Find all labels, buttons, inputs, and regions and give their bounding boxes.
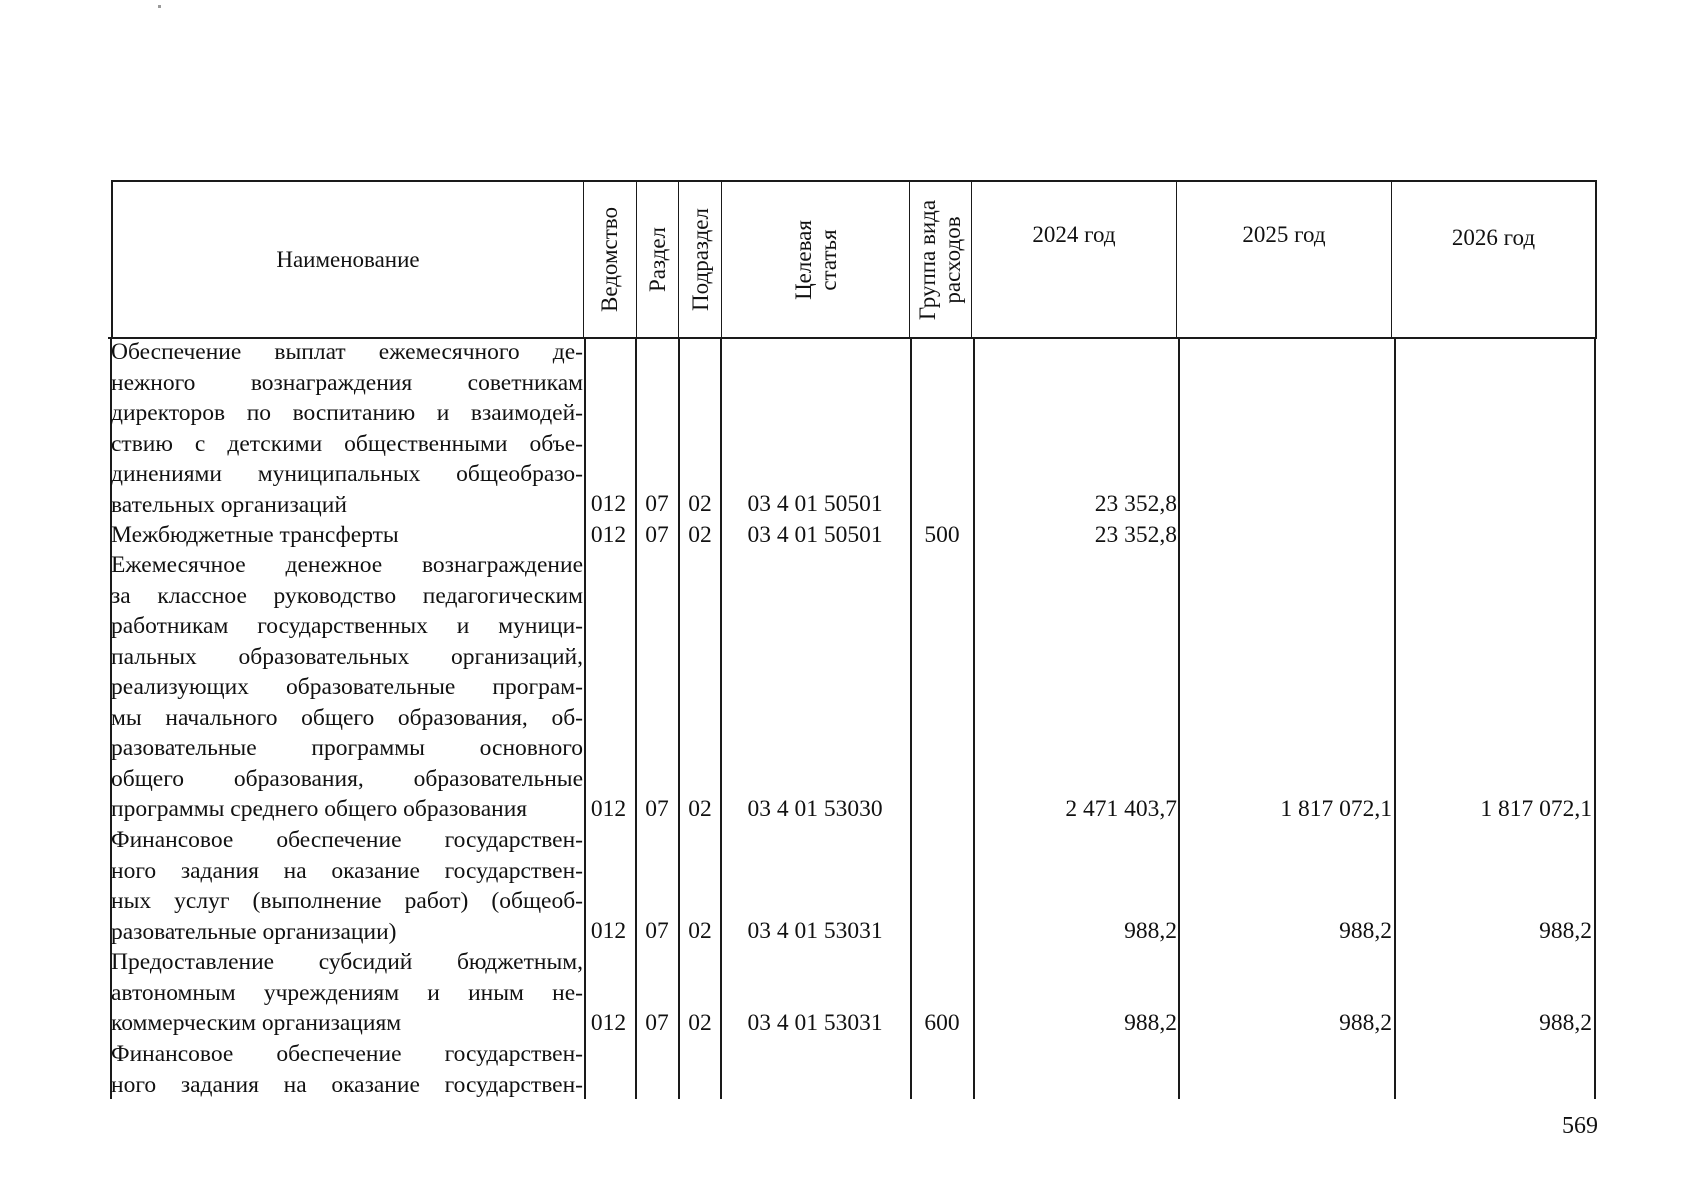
header-celevaya-line2: статья	[815, 228, 841, 291]
header-razdel	[637, 182, 679, 337]
cell-celevaya-statya: 03 4 01 53031	[747, 918, 883, 944]
cell-vedomstvo: 012	[590, 522, 627, 548]
name-line: Предоставление субсидий бюджетным,	[111, 949, 583, 975]
row-name	[111, 550, 583, 825]
rule-right	[1594, 337, 1596, 1099]
name-line: динениями муниципальных общеобразо-	[111, 461, 583, 487]
cell-podrazdel: 02	[688, 491, 712, 517]
rule-after-celevaya	[910, 337, 912, 1099]
table-body	[108, 337, 1597, 1099]
header-celevaya-statya	[722, 182, 910, 337]
name-line: разовательные программы основного	[111, 735, 583, 761]
name-line: мы начального общего образования, об-	[111, 704, 583, 731]
name-line: Межбюджетные трансферты	[111, 522, 399, 548]
rule-after-podrazdel	[720, 337, 722, 1099]
rule-after-gruppa	[973, 337, 975, 1099]
name-line: директоров по воспитанию и взаимодей-	[111, 400, 583, 426]
header-2025-label: 2025 год	[1242, 222, 1326, 247]
name-line: реализующих образовательные програм-	[111, 674, 583, 700]
cell-vedomstvo: 012	[590, 1010, 627, 1036]
name-line: автономным учреждениям и иным не-	[111, 979, 583, 1006]
cell-celevaya-statya: 03 4 01 50501	[747, 491, 883, 517]
cell-vedomstvo: 012	[590, 796, 627, 822]
header-celevaya-line1: Целевая	[790, 219, 816, 300]
name-line: работникам государственных и муници-	[111, 613, 583, 639]
name-line: ного задания на оказание государствен-	[111, 1071, 583, 1098]
header-gruppa-line1: Группа вида	[915, 199, 941, 320]
scan-speck	[158, 5, 161, 8]
cell-gruppa: 600	[924, 1010, 960, 1036]
rule-after-2025	[1394, 337, 1396, 1099]
cell-2024: 988,2	[1124, 918, 1177, 944]
header-name-label: Наименование	[276, 246, 420, 272]
cell-2024: 2 471 403,7	[1065, 796, 1177, 822]
cell-2024: 23 352,8	[1094, 522, 1177, 548]
header-gruppa-label	[916, 199, 966, 319]
table-header	[111, 180, 1597, 337]
name-line: ствию с детскими общественными объе-	[111, 430, 583, 457]
row-name	[111, 825, 583, 947]
name-line: вательных организаций	[111, 491, 347, 518]
header-gruppa-vida-rashodov	[910, 182, 972, 337]
cell-razdel: 07	[645, 491, 669, 517]
name-line: за классное руководство педагогическим	[111, 582, 583, 609]
name-line: программы среднего общего образования	[111, 796, 528, 822]
header-2026-label: 2026 год	[1451, 225, 1536, 250]
cell-gruppa: 500	[924, 522, 960, 548]
row-name	[111, 337, 583, 520]
cell-podrazdel: 02	[688, 1010, 712, 1036]
cell-2026: 988,2	[1539, 1010, 1592, 1036]
cell-2025: 1 817 072,1	[1280, 796, 1392, 822]
cell-2024: 988,2	[1124, 1010, 1177, 1036]
cell-podrazdel: 02	[688, 918, 712, 944]
header-2024-label: 2024 год	[1032, 222, 1116, 247]
cell-2026: 988,2	[1539, 918, 1592, 944]
cell-celevaya-statya: 03 4 01 53031	[747, 1010, 883, 1036]
header-gruppa-line2: расходов	[940, 215, 966, 304]
cell-vedomstvo: 012	[590, 491, 627, 517]
cell-razdel: 07	[645, 796, 669, 822]
header-vedomstvo-label: Ведомство	[597, 206, 623, 313]
cell-podrazdel: 02	[688, 522, 712, 548]
header-2024	[972, 182, 1177, 337]
cell-2024: 23 352,8	[1094, 491, 1177, 517]
name-line: нежного вознаграждения советникам	[111, 369, 583, 396]
header-2026	[1392, 182, 1595, 337]
header-name	[113, 182, 584, 337]
name-line: Финансовое обеспечение государствен-	[111, 827, 583, 853]
cell-razdel: 07	[645, 918, 669, 944]
cell-2026: 1 817 072,1	[1480, 796, 1592, 822]
header-celevaya-statya-label	[790, 220, 840, 300]
name-line: Обеспечение выплат ежемесячного де-	[111, 339, 583, 365]
cell-2025: 988,2	[1339, 1010, 1392, 1036]
name-line: общего образования, образовательные	[111, 765, 583, 792]
cell-podrazdel: 02	[688, 796, 712, 822]
name-line: ного задания на оказание государствен-	[111, 857, 583, 884]
rule-after-2024	[1178, 337, 1180, 1099]
cell-celevaya-statya: 03 4 01 53030	[747, 796, 883, 822]
rule-after-name	[584, 337, 586, 1099]
row-name	[111, 520, 583, 551]
cell-razdel: 07	[645, 522, 669, 548]
name-line: разовательные организации)	[111, 918, 397, 945]
row-name	[111, 947, 583, 1039]
cell-2025: 988,2	[1339, 918, 1392, 944]
name-line: Финансовое обеспечение государствен-	[111, 1041, 583, 1067]
header-vedomstvo	[584, 182, 637, 337]
header-podrazdel	[679, 182, 722, 337]
row-name	[111, 1039, 583, 1100]
header-podrazdel-label: Подраздел	[687, 208, 713, 311]
rule-after-vedomstvo	[635, 337, 637, 1099]
header-razdel-label: Раздел	[645, 226, 670, 293]
name-line: пальных образовательных организаций,	[111, 643, 583, 670]
rule-after-razdel	[678, 337, 680, 1099]
name-line: коммерческим организациям	[111, 1010, 402, 1036]
page-number: 569	[1562, 1113, 1598, 1139]
cell-vedomstvo: 012	[590, 918, 627, 944]
header-2025	[1177, 182, 1392, 337]
name-line: Ежемесячное денежное вознаграждение	[111, 552, 583, 578]
name-line: ных услуг (выполнение работ) (общеоб-	[111, 888, 583, 914]
cell-razdel: 07	[645, 1010, 669, 1036]
cell-celevaya-statya: 03 4 01 50501	[747, 522, 883, 548]
